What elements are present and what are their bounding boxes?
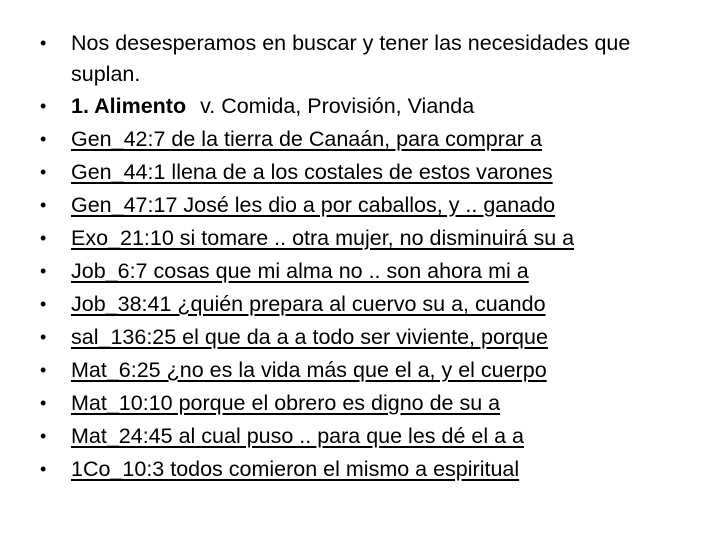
list-item <box>40 255 700 288</box>
list-item <box>40 288 700 321</box>
list-item <box>40 222 700 255</box>
verse-link[interactable]: Mat_24:45 al cual puso .. para que les dé el a a <box>71 424 525 448</box>
verse-link[interactable]: sal_136:25 el que da a a todo ser viviente, porque <box>71 325 548 349</box>
verse-link[interactable]: Gen_42:7 de la tierra de Canaán, para comprar a <box>71 127 542 151</box>
list-item <box>40 354 700 387</box>
verse-link[interactable]: Mat_10:10 porque el obrero es digno de su a <box>71 391 501 415</box>
bullet-icon: • <box>40 129 47 149</box>
bullet-icon: • <box>40 327 47 347</box>
bullet-icon: • <box>40 426 47 446</box>
bullet-icon: • <box>40 393 47 413</box>
bullet-icon: • <box>40 294 47 314</box>
verse-link[interactable]: Gen_47:17 José les dio a por caballos, y .. ganado <box>71 193 556 217</box>
list-item <box>40 28 700 90</box>
bullet-icon: • <box>40 360 47 380</box>
bullet-icon: • <box>40 96 47 116</box>
bullet-icon: • <box>40 162 47 182</box>
bullet-icon: • <box>40 195 47 215</box>
bullet-icon: • <box>40 261 47 281</box>
heading-synonyms: v. Comida, Provisión, Vianda <box>200 94 475 118</box>
verse-link[interactable]: Mat_6:25 ¿no es la vida más que el a, y el cuerpo <box>71 358 547 382</box>
list-item <box>40 156 700 189</box>
section-heading: 1. Alimento <box>71 94 187 118</box>
verse-link[interactable]: Job_6:7 cosas que mi alma no .. son ahora mi a <box>71 259 529 283</box>
verse-link[interactable]: Job_38:41 ¿quién prepara al cuervo su a, cuando <box>71 292 546 316</box>
list-item <box>40 453 700 486</box>
intro-text: Nos desesperamos en buscar y tener las necesidades que suplan. <box>71 31 631 86</box>
verse-link[interactable]: Gen_44:1 llena de a los costales de estos varones <box>71 160 553 184</box>
bullet-list <box>40 28 700 486</box>
list-item <box>40 90 700 123</box>
bullet-icon: • <box>40 228 47 248</box>
bullet-icon: • <box>40 459 47 479</box>
list-item <box>40 420 700 453</box>
verse-link[interactable]: Exo_21:10 si tomare .. otra mujer, no disminuirá su a <box>71 226 575 250</box>
list-item <box>40 321 700 354</box>
verse-link[interactable]: 1Co_10:3 todos comieron el mismo a espiritual <box>71 457 520 481</box>
bullet-icon: • <box>40 33 47 53</box>
list-item <box>40 189 700 222</box>
list-item <box>40 123 700 156</box>
list-item <box>40 387 700 420</box>
